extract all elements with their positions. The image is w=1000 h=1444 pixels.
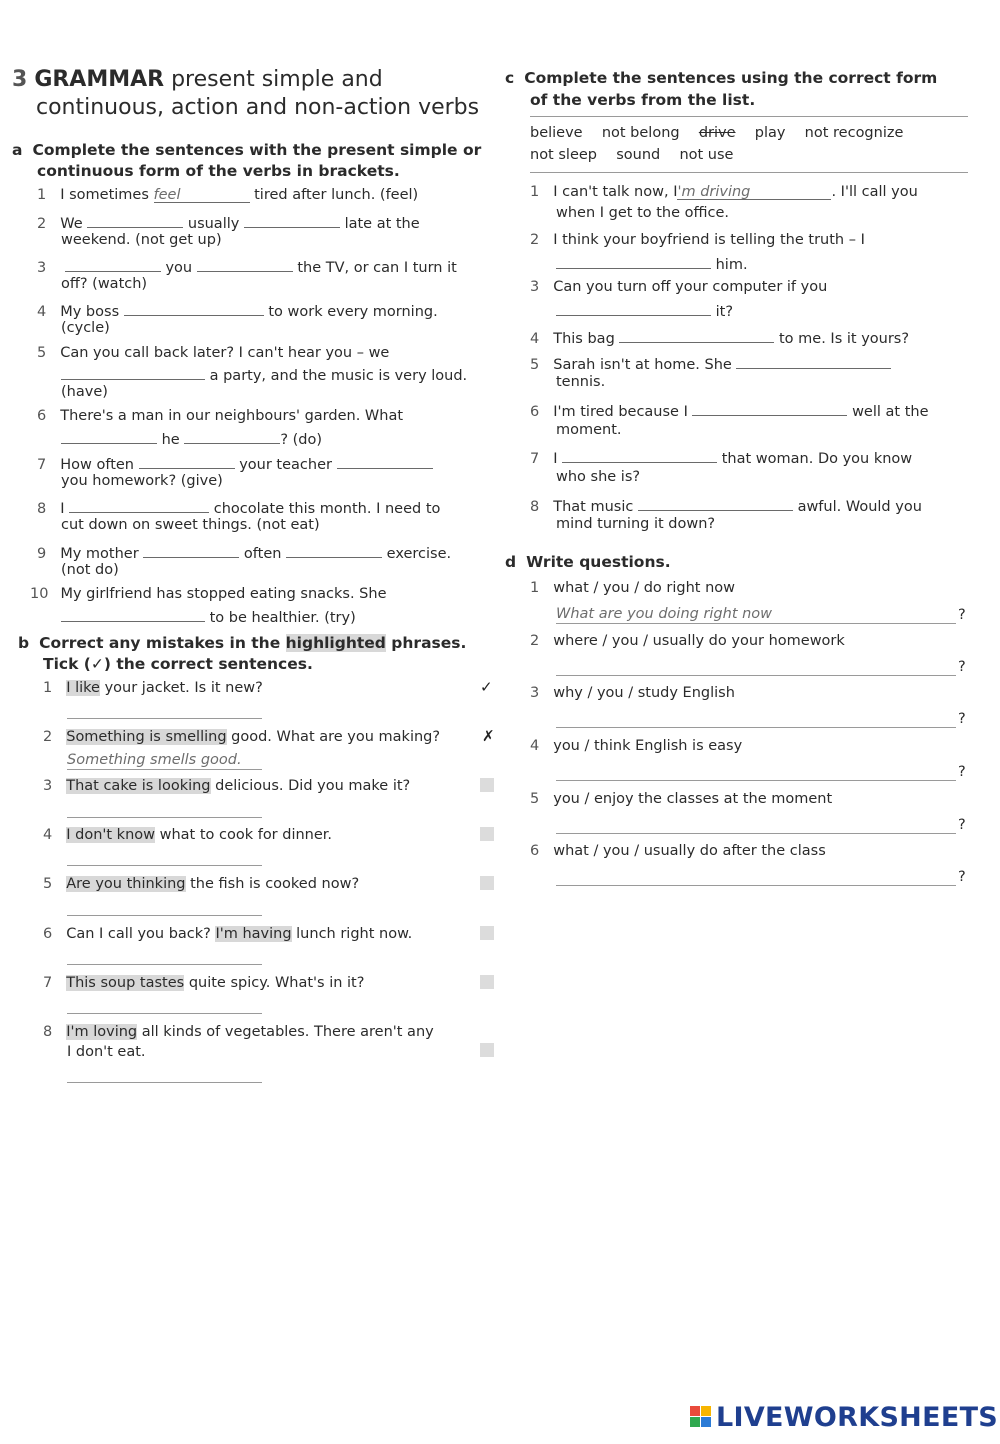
liveworksheets-brand: [690, 1402, 998, 1433]
a3-blank-1[interactable]: [65, 256, 161, 272]
a-item-7-line2: you homework? (give): [61, 473, 223, 489]
a-item-6-line2: he ? (do): [61, 428, 322, 448]
a-item-3-line2: off? (watch): [61, 276, 148, 292]
a-item-9-line2: (not do): [61, 562, 119, 578]
title-line2: continuous, action and non-action verbs: [36, 95, 480, 120]
a-item-10-line2: to be healthier. (try): [61, 606, 356, 626]
word-not-recognize: not recognize: [804, 125, 904, 141]
b5-tick-box[interactable]: [480, 876, 494, 890]
b2-answer-line: [67, 769, 262, 770]
d4-answer-line[interactable]: [556, 780, 956, 781]
a7-blank-2[interactable]: [337, 453, 433, 469]
c-item-1: 1 I can't talk now, I'm driving . I'll call you: [530, 184, 918, 200]
c8-blank[interactable]: [638, 495, 793, 511]
c6-blank[interactable]: [692, 400, 847, 416]
c-item-6-line2: moment.: [556, 422, 622, 438]
a-item-4: 4 My boss to work every morning.: [37, 300, 438, 320]
d-item-5: 5 you / enjoy the classes at the moment: [530, 791, 833, 807]
b8-answer-line[interactable]: [67, 1082, 262, 1083]
d-item-3: 3 why / you / study English: [530, 685, 735, 701]
a-item-5-line3: (have): [61, 384, 108, 400]
c4-blank[interactable]: [619, 327, 774, 343]
word-not-use: not use: [679, 147, 734, 163]
d-item-2: 2 where / you / usually do your homework: [530, 633, 845, 649]
a-item-1: 1 I sometimes feel tired after lunch. (feel): [37, 187, 419, 203]
b-item-1: 1 I like your jacket. Is it new?: [43, 680, 263, 696]
a9-blank-2[interactable]: [286, 542, 382, 558]
exercise-number: 3: [12, 67, 28, 92]
b-item-3: 3 That cake is looking delicious. Did you make it?: [43, 778, 411, 794]
b-item-8: 8 I'm loving all kinds of vegetables. There aren't any: [43, 1024, 434, 1040]
a-item-9: 9 My mother often exercise.: [37, 542, 451, 562]
d3-answer-line[interactable]: [556, 727, 956, 728]
word-play: play: [754, 125, 786, 141]
exercise-title: [12, 66, 383, 94]
d6-question-mark: ?: [958, 869, 966, 885]
b2-answer[interactable]: Something smells good.: [67, 752, 242, 768]
b4-answer-line[interactable]: [67, 865, 262, 866]
a7-blank-1[interactable]: [139, 453, 235, 469]
a-item-5: 5 Can you call back later? I can't hear you – we: [37, 345, 390, 361]
a-item-2: 2 We usually late at the: [37, 212, 420, 232]
a4-blank[interactable]: [124, 300, 264, 316]
d-item-6: 6 what / you / usually do after the class: [530, 843, 826, 859]
section-b-instruction: b Correct any mistakes in the highlighted phrases.: [18, 634, 467, 652]
section-b-letter: b: [18, 634, 30, 652]
d4-question-mark: ?: [958, 764, 966, 780]
a6-blank-2[interactable]: [184, 428, 280, 444]
d2-answer-line[interactable]: [556, 675, 956, 676]
b-item-6: 6 Can I call you back? I'm having lunch right now.: [43, 926, 413, 942]
a-item-7: 7 How often your teacher: [37, 453, 433, 473]
b-item-8-line2: I don't eat.: [67, 1044, 146, 1060]
c-item-5-line2: tennis.: [556, 374, 606, 390]
grammar-label: GRAMMAR: [34, 67, 165, 92]
c-item-3-line2: it?: [556, 300, 733, 320]
c2-blank[interactable]: [556, 253, 711, 269]
b1-answer-line[interactable]: [67, 718, 262, 719]
b-item-4: 4 I don't know what to cook for dinner.: [43, 827, 333, 843]
b6-tick-box[interactable]: [480, 926, 494, 940]
a2-blank-1[interactable]: [87, 212, 183, 228]
word-sound: sound: [616, 147, 661, 163]
d5-question-mark: ?: [958, 817, 966, 833]
word-not-sleep: not sleep: [530, 147, 597, 163]
a9-blank-1[interactable]: [143, 542, 239, 558]
c7-blank[interactable]: [562, 447, 717, 463]
a1-answer-blank[interactable]: feel: [154, 187, 250, 203]
c-item-5: 5 Sarah isn't at home. She: [530, 353, 891, 373]
a-item-10: 10 My girlfriend has stopped eating snacks. She: [30, 586, 387, 602]
d2-question-mark: ?: [958, 659, 966, 675]
c-item-1-line2: when I get to the office.: [556, 205, 730, 221]
section-c-letter: c: [505, 69, 515, 87]
section-a-letter: a: [12, 141, 23, 159]
b8-tick-box[interactable]: [480, 1043, 494, 1057]
c5-blank[interactable]: [736, 353, 891, 369]
d3-question-mark: ?: [958, 711, 966, 727]
c3-blank[interactable]: [556, 300, 711, 316]
a3-blank-2[interactable]: [197, 256, 293, 272]
b-item-5: 5 Are you thinking the fish is cooked now?: [43, 876, 360, 892]
d-item-1: 1 what / you / do right now: [530, 580, 735, 596]
section-a-instruction-line2: continuous form of the verbs in brackets.: [37, 162, 400, 180]
word-box-top-rule: [530, 116, 968, 117]
b2-cross-mark[interactable]: ✗: [482, 727, 495, 745]
a-item-2-line2: weekend. (not get up): [61, 232, 222, 248]
c-item-2: 2 I think your boyfriend is telling the truth – I: [530, 232, 865, 248]
c-item-2-line2: him.: [556, 253, 748, 273]
d1-answer[interactable]: What are you doing right now: [556, 606, 773, 622]
c-item-8-line2: mind turning it down?: [556, 516, 716, 532]
a8-blank[interactable]: [69, 497, 209, 513]
c1-answer-blank[interactable]: 'm driving: [677, 184, 831, 200]
b-item-2: 2 Something is smelling good. What are you making?: [43, 729, 441, 745]
a2-blank-2[interactable]: [244, 212, 340, 228]
title-line1: present simple and: [171, 67, 383, 92]
word-believe: believe: [530, 125, 583, 141]
d1-question-mark: ?: [958, 607, 966, 623]
d-item-4: 4 you / think English is easy: [530, 738, 743, 754]
brand-text: LIVEWORKSHEETS: [716, 1402, 999, 1433]
c-item-8: 8 That music awful. Would you: [530, 495, 922, 515]
b4-tick-box[interactable]: [480, 827, 494, 841]
section-a-instruction: a Complete the sentences with the present simple or: [12, 141, 482, 159]
section-c-instruction: c Complete the sentences using the correct form: [505, 69, 938, 87]
section-c-instruction-line2: of the verbs from the list.: [530, 91, 756, 109]
a5-blank[interactable]: [61, 364, 205, 380]
a-item-5-line2: a party, and the music is very loud.: [61, 364, 467, 384]
a-item-8: 8 I chocolate this month. I need to: [37, 497, 440, 517]
b-item-7: 7 This soup tastes quite spicy. What's in it?: [43, 975, 365, 991]
liveworksheets-logo-icon: [690, 1406, 712, 1428]
c-item-4: 4 This bag to me. Is it yours?: [530, 327, 909, 347]
b7-tick-box[interactable]: [480, 975, 494, 989]
b7-answer-line[interactable]: [67, 1013, 262, 1014]
b5-answer-line[interactable]: [67, 915, 262, 916]
a-item-8-line2: cut down on sweet things. (not eat): [61, 517, 320, 533]
word-not-belong: not belong: [601, 125, 680, 141]
a10-blank[interactable]: [61, 606, 205, 622]
word-list-row2: [530, 147, 733, 163]
word-drive-crossed: drive: [698, 125, 736, 141]
d6-answer-line[interactable]: [556, 885, 956, 886]
d5-answer-line[interactable]: [556, 833, 956, 834]
b1-tick-mark[interactable]: ✓: [480, 678, 493, 696]
c-item-7-line2: who she is?: [556, 469, 641, 485]
b3-answer-line[interactable]: [67, 817, 262, 818]
a6-blank-1[interactable]: [61, 428, 157, 444]
word-box-bottom-rule: [530, 172, 968, 173]
section-d-letter: d: [505, 553, 517, 571]
section-b-instruction-line2: Tick (✓) the correct sentences.: [43, 655, 313, 673]
c-item-6: 6 I'm tired because I well at the: [530, 400, 929, 420]
d1-answer-line: [556, 623, 956, 624]
c-item-7: 7 I that woman. Do you know: [530, 447, 912, 467]
section-d-instruction: d Write questions.: [505, 553, 671, 571]
b6-answer-line[interactable]: [67, 964, 262, 965]
a-item-6: 6 There's a man in our neighbours' garden. What: [37, 408, 404, 424]
word-list-row1: [530, 125, 903, 141]
b3-tick-box[interactable]: [480, 778, 494, 792]
a-item-3: 3 you the TV, or can I turn it: [37, 256, 457, 276]
a-item-4-line2: (cycle): [61, 320, 110, 336]
c-item-3: 3 Can you turn off your computer if you: [530, 279, 828, 295]
